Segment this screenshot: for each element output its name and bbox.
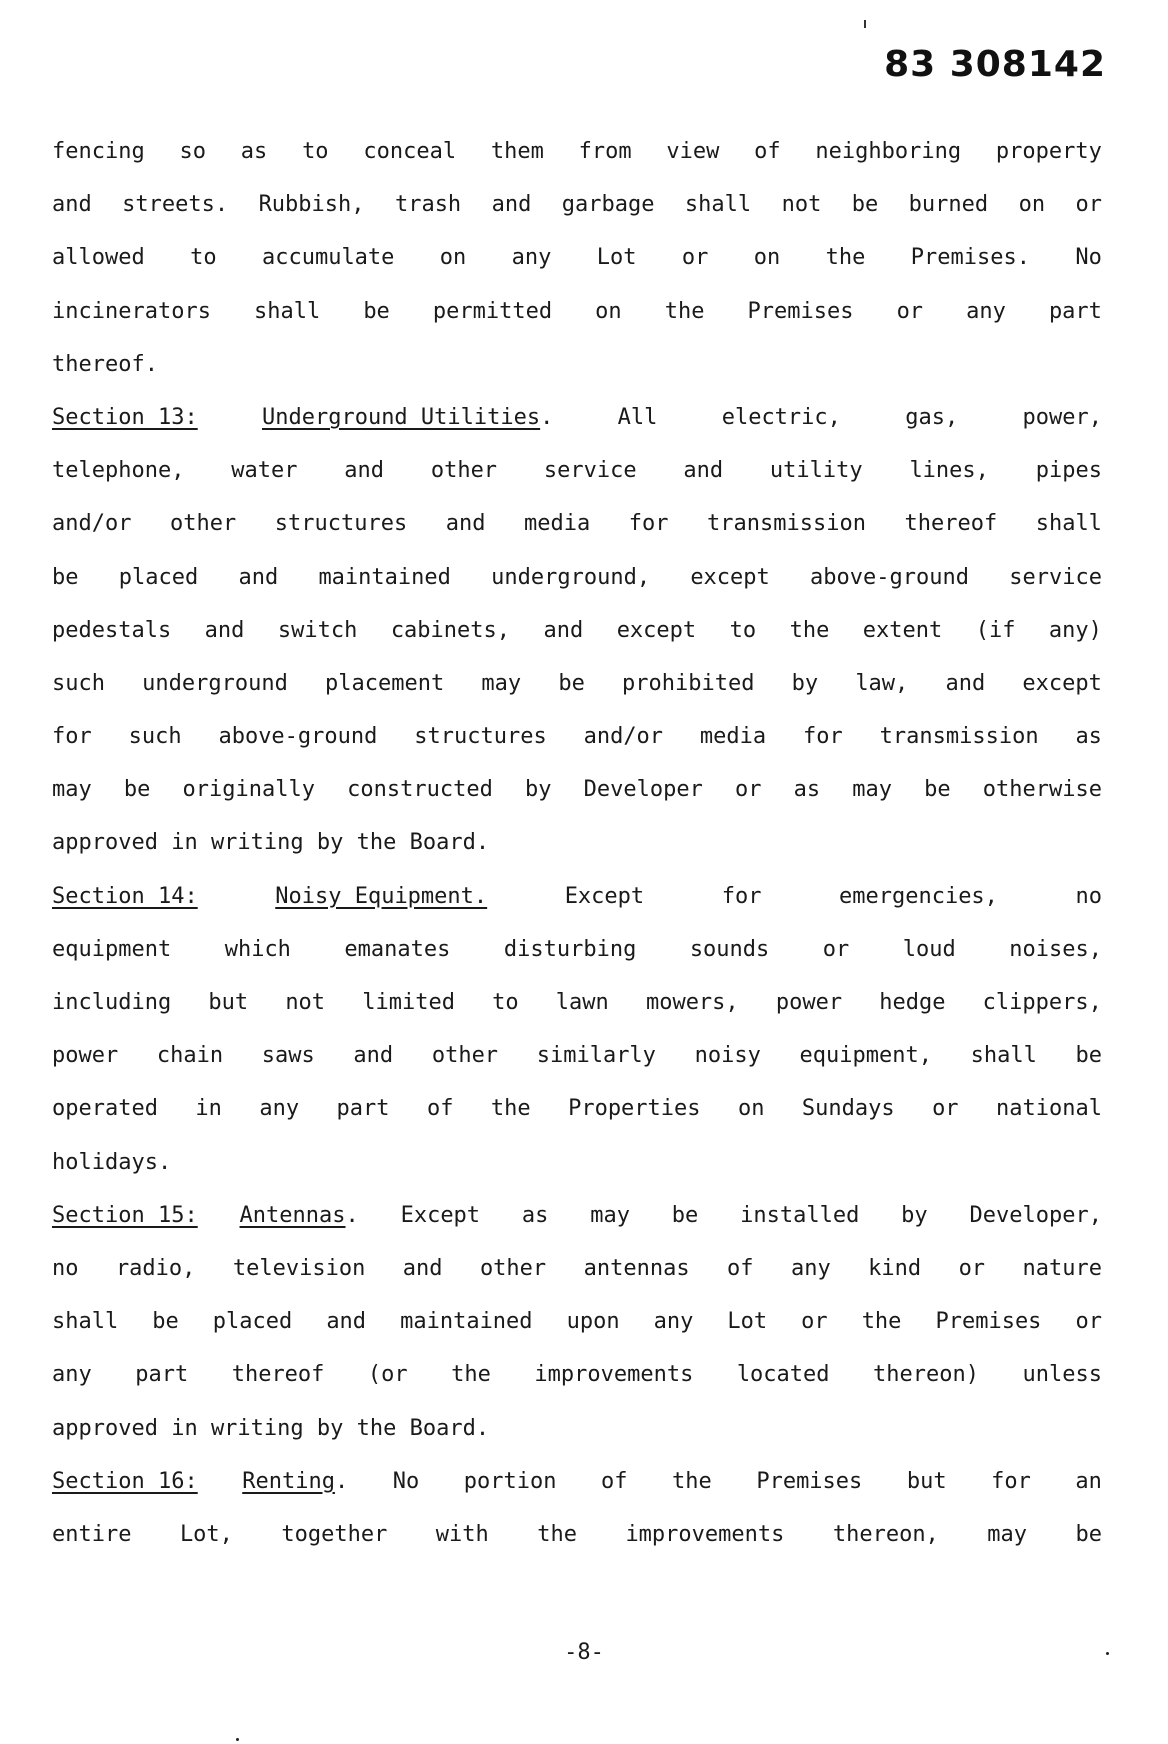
word: located	[736, 1362, 830, 1388]
word: part	[336, 1096, 390, 1122]
word: garbage	[561, 192, 655, 218]
word: and/or	[583, 724, 664, 750]
word: water	[231, 458, 298, 484]
word: may	[590, 1202, 630, 1228]
section-heading-line	[52, 870, 1102, 923]
section-heading-line	[52, 1189, 1102, 1242]
section-16	[52, 1455, 1102, 1561]
word: transmission	[879, 724, 1039, 750]
word: power,	[1022, 404, 1102, 430]
section-label: Section 16:	[52, 1468, 198, 1494]
word: installed	[740, 1202, 860, 1228]
word: any	[790, 1255, 831, 1281]
word: thereof	[231, 1362, 325, 1388]
word: accumulate	[261, 245, 395, 271]
word: prohibited	[622, 670, 755, 696]
word: above-ground	[218, 724, 378, 750]
word: pipes	[1035, 458, 1102, 484]
word: or	[896, 298, 924, 324]
word: loud	[902, 936, 956, 962]
section-title: Noisy Equipment.	[275, 883, 488, 909]
word: (if	[975, 617, 1016, 643]
word: for	[991, 1468, 1031, 1494]
word: or	[734, 777, 762, 803]
word: shall	[970, 1043, 1037, 1069]
word: other	[479, 1255, 547, 1281]
word: burned	[908, 192, 989, 218]
word: may	[52, 777, 92, 803]
word: the	[664, 298, 705, 324]
word: and	[238, 564, 279, 590]
word: or	[958, 1255, 986, 1281]
word: All	[617, 404, 658, 430]
word: improvements	[625, 1521, 785, 1547]
word: and	[543, 617, 584, 643]
word: saws	[261, 1043, 315, 1069]
word: national	[996, 1096, 1102, 1122]
word: not	[781, 192, 822, 218]
page-number: -8-	[564, 1640, 604, 1665]
word: be	[1075, 1521, 1102, 1547]
word: Lot,	[179, 1521, 233, 1547]
word: any	[259, 1096, 300, 1122]
word: Premises	[747, 298, 854, 324]
word: or	[1075, 1309, 1102, 1335]
word: structures	[274, 511, 408, 537]
word: Properties	[568, 1096, 701, 1122]
section-label: Section 13:	[52, 404, 198, 430]
text-line: thereof.	[52, 351, 158, 377]
word: may	[852, 777, 892, 803]
word: the	[789, 617, 830, 643]
word: them	[490, 139, 544, 164]
word: No	[392, 1468, 420, 1494]
word: and/or	[52, 511, 132, 537]
word: fencing	[52, 139, 145, 164]
text-line	[52, 976, 1102, 1029]
section-title-wrap	[240, 1189, 359, 1242]
word: for	[721, 883, 762, 909]
word: be	[363, 298, 390, 324]
word: and	[52, 192, 92, 218]
text-line	[52, 763, 1102, 816]
section-13	[52, 391, 1102, 870]
intro-paragraph	[52, 125, 1102, 391]
word: noises,	[1009, 936, 1102, 962]
word: Developer	[583, 777, 703, 803]
word: the	[451, 1362, 491, 1388]
word: any	[52, 1362, 92, 1388]
word: Lot	[727, 1309, 768, 1335]
word: emanates	[344, 936, 451, 962]
word: neighboring	[815, 139, 962, 164]
word: and	[445, 511, 486, 537]
word: Developer,	[969, 1202, 1102, 1228]
section-14	[52, 870, 1102, 1189]
word: otherwise	[982, 777, 1102, 803]
word: for	[52, 724, 92, 750]
text-line	[52, 497, 1102, 550]
word: thereof	[904, 511, 998, 537]
word: on	[1018, 192, 1046, 218]
word: or	[1075, 192, 1102, 218]
word: on	[737, 1096, 765, 1122]
word: equipment	[52, 936, 172, 962]
word: so	[179, 139, 206, 164]
word: other	[170, 511, 237, 537]
word: be	[851, 192, 879, 218]
word: or	[932, 1096, 959, 1122]
word: as	[1075, 724, 1102, 750]
word: the	[490, 1096, 531, 1122]
word: permitted	[432, 298, 553, 324]
word: conceal	[363, 139, 457, 164]
word: shall	[52, 1309, 119, 1335]
section-label: Section 14:	[52, 883, 198, 909]
word: except	[1022, 670, 1102, 696]
text-line	[52, 604, 1102, 657]
section-title-wrap	[242, 1455, 348, 1508]
word: shall	[254, 298, 321, 324]
word: part	[1048, 298, 1102, 324]
text-line	[52, 1348, 1102, 1401]
word: shall	[684, 192, 752, 218]
document-number: 83 308142	[884, 44, 1106, 85]
word: unless	[1022, 1362, 1102, 1388]
word: for	[628, 511, 669, 537]
word: Lot	[596, 245, 637, 271]
word: including	[52, 990, 172, 1015]
word: be	[1075, 1043, 1102, 1069]
word: entire	[52, 1521, 132, 1547]
word: power	[775, 990, 843, 1015]
word: streets.	[122, 192, 229, 218]
word: to	[190, 245, 217, 271]
word: Premises	[935, 1309, 1042, 1335]
word: maintained	[400, 1309, 533, 1335]
word: antennas	[583, 1255, 690, 1281]
word: sounds	[689, 936, 770, 962]
word: not	[285, 990, 326, 1015]
word: to	[302, 139, 329, 164]
word: of	[754, 139, 781, 164]
word: any	[511, 245, 552, 271]
word: limited	[362, 990, 455, 1015]
word: underground	[142, 670, 288, 696]
word: pedestals	[52, 617, 172, 643]
word: switch	[277, 617, 358, 643]
word: the	[825, 245, 866, 271]
word: media	[699, 724, 767, 750]
word: no	[52, 1255, 79, 1281]
word: except	[690, 564, 770, 590]
word: be	[123, 777, 151, 803]
word: be	[924, 777, 951, 803]
word: part	[135, 1362, 189, 1388]
word: media	[523, 511, 591, 537]
word: upon	[566, 1309, 620, 1335]
document-body	[52, 125, 1102, 1561]
word: placed	[212, 1309, 293, 1335]
scan-tick-mark	[864, 20, 866, 28]
word: an	[1075, 1468, 1102, 1494]
word: the	[861, 1309, 902, 1335]
word: Except	[564, 883, 645, 909]
word: emergencies,	[838, 883, 998, 909]
word: service	[543, 458, 637, 484]
word: mowers,	[645, 990, 739, 1015]
word: such	[52, 670, 105, 696]
word: thereon,	[832, 1521, 939, 1547]
word: television	[232, 1255, 366, 1281]
word: of	[601, 1468, 628, 1494]
word: Premises.	[910, 245, 1031, 271]
text-line	[52, 1295, 1102, 1348]
word: or	[681, 245, 709, 271]
word: transmission	[707, 511, 866, 537]
word: from	[578, 139, 632, 164]
word: of	[727, 1255, 754, 1281]
word: and	[491, 192, 532, 218]
word: noisy	[694, 1043, 761, 1069]
section-title: Antennas	[239, 1202, 346, 1228]
word: be	[52, 564, 79, 590]
section-heading-line	[52, 391, 1102, 444]
word: or	[801, 1309, 828, 1335]
word: on	[753, 245, 781, 271]
word: originally	[182, 777, 315, 803]
word: except	[616, 617, 697, 643]
section-title-punct: .	[334, 1468, 349, 1494]
word: disturbing	[503, 936, 637, 962]
word: may	[987, 1521, 1028, 1547]
word: above-ground	[810, 564, 969, 590]
word: underground,	[491, 564, 651, 590]
word: together	[281, 1521, 388, 1547]
word: no	[1075, 883, 1102, 909]
text-line	[52, 710, 1102, 763]
word: such	[128, 724, 182, 750]
word: other	[431, 1043, 499, 1069]
word: Rubbish,	[258, 192, 365, 218]
section-title-punct: .	[540, 404, 554, 430]
word: law,	[855, 670, 909, 696]
text-line	[52, 923, 1102, 976]
word: by	[524, 777, 552, 803]
word: on	[595, 298, 622, 324]
word: and	[353, 1043, 394, 1069]
word: placed	[118, 564, 199, 590]
word: as	[793, 777, 821, 803]
word: the	[672, 1468, 712, 1494]
scan-speck	[1106, 1652, 1109, 1655]
word: improvements	[534, 1362, 694, 1388]
word: power	[52, 1043, 119, 1069]
word: of	[426, 1096, 454, 1122]
word: any	[966, 298, 1006, 324]
word: service	[1009, 564, 1102, 590]
word: other	[430, 458, 498, 484]
word: electric,	[721, 404, 841, 430]
word: be	[671, 1202, 699, 1228]
word: No	[1075, 245, 1102, 271]
word: any	[653, 1309, 694, 1335]
word: and	[945, 670, 986, 696]
text-line	[52, 444, 1102, 497]
word: gas,	[905, 404, 959, 430]
text-line	[52, 178, 1102, 231]
text-line	[52, 657, 1102, 710]
word: Except	[400, 1202, 481, 1228]
word: telephone,	[52, 458, 185, 484]
word: by	[791, 670, 819, 696]
word: structures	[414, 724, 547, 750]
word: nature	[1022, 1255, 1102, 1281]
word: or	[822, 936, 850, 962]
word: operated	[52, 1096, 158, 1122]
word: but	[906, 1468, 947, 1494]
word: constructed	[347, 777, 493, 803]
word: portion	[463, 1468, 557, 1494]
word: may	[481, 670, 522, 696]
word: hedge	[879, 990, 946, 1015]
section-title-punct: .	[345, 1202, 359, 1228]
word: shall	[1035, 511, 1102, 537]
word: be	[152, 1309, 179, 1335]
word: placement	[325, 670, 445, 696]
word: be	[558, 670, 585, 696]
text-line	[52, 1029, 1102, 1082]
word: but	[208, 990, 249, 1015]
word: with	[435, 1521, 489, 1547]
text-line: approved in writing by the Board.	[52, 830, 490, 856]
word: chain	[156, 1043, 224, 1069]
word: cabinets,	[390, 617, 511, 643]
section-title-wrap	[275, 870, 487, 923]
word: similarly	[536, 1043, 656, 1069]
word: trash	[394, 192, 462, 218]
section-label: Section 15:	[52, 1202, 198, 1228]
word: (or	[367, 1362, 408, 1388]
word: to	[729, 617, 757, 643]
word: allowed	[52, 245, 145, 271]
word: in	[195, 1096, 222, 1122]
text-line	[52, 1242, 1102, 1295]
word: equipment,	[799, 1043, 932, 1069]
word: and	[204, 617, 245, 643]
scan-speck	[236, 1738, 239, 1741]
text-line	[52, 285, 1102, 338]
text-line	[52, 1082, 1102, 1135]
word: and	[344, 458, 385, 484]
text-line	[52, 231, 1102, 284]
word: any)	[1048, 617, 1102, 643]
text-line: approved in writing by the Board.	[52, 1415, 490, 1441]
section-15	[52, 1189, 1102, 1455]
word: and	[326, 1309, 367, 1335]
word: view	[666, 139, 720, 164]
word: Sundays	[801, 1096, 895, 1122]
word: radio,	[115, 1255, 196, 1281]
text-line	[52, 1508, 1102, 1561]
section-title: Renting	[242, 1468, 335, 1494]
word: extent	[862, 617, 943, 643]
word: as	[240, 139, 268, 164]
word: utility	[769, 458, 863, 484]
word: by	[901, 1202, 928, 1228]
text-line	[52, 551, 1102, 604]
word: kind	[868, 1255, 922, 1281]
word: to	[492, 990, 519, 1015]
word: property	[995, 139, 1102, 164]
word: and	[402, 1255, 443, 1281]
word: lines,	[909, 458, 989, 484]
word: which	[224, 936, 291, 962]
word: for	[803, 724, 843, 750]
word: maintained	[318, 564, 451, 590]
word: incinerators	[52, 298, 211, 324]
section-title: Underground Utilities	[261, 404, 541, 430]
word: on	[439, 245, 467, 271]
text-line: holidays.	[52, 1149, 172, 1175]
word: Premises	[756, 1468, 863, 1494]
word: as	[521, 1202, 549, 1228]
word: the	[537, 1521, 577, 1547]
word: clippers,	[982, 990, 1102, 1015]
word: and	[683, 458, 724, 484]
section-heading-line	[52, 1455, 1102, 1508]
section-title-wrap	[262, 391, 553, 444]
text-line	[52, 125, 1102, 178]
word: thereon)	[873, 1362, 979, 1388]
word: lawn	[555, 990, 609, 1015]
